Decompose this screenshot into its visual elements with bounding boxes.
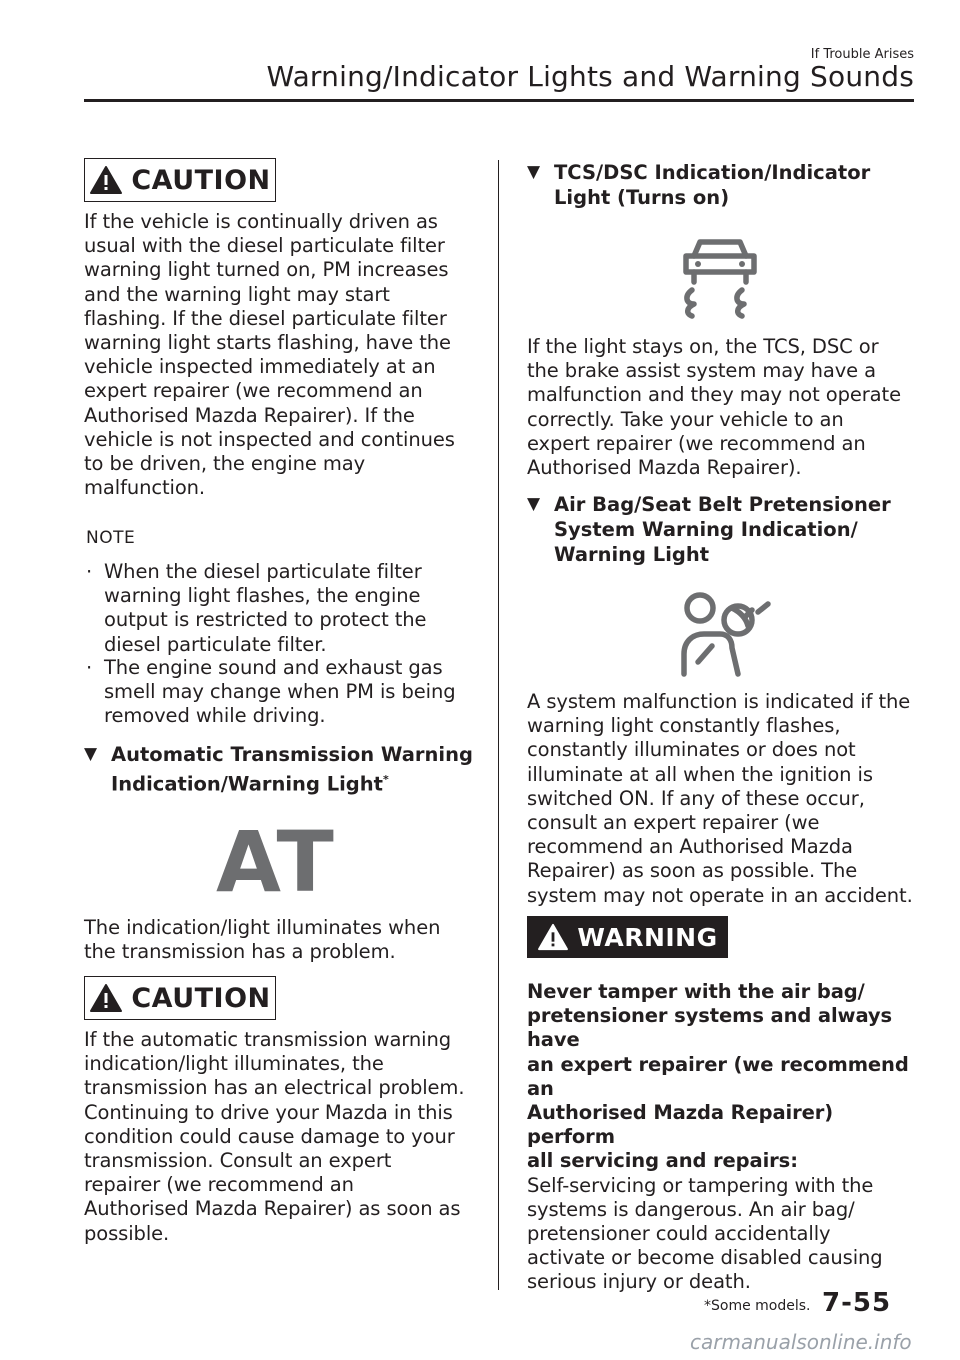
caution-box [84,976,276,1020]
text-line: illuminate at all when the ignition is [527,762,873,786]
heading-line: Automatic Transmission Warning [111,743,473,766]
text-line: transmission has an electrical problem. [84,1076,465,1100]
warning-triangle-icon [89,165,123,195]
text-line: condition could cause damage to your [84,1124,455,1148]
heading-line: Indication/Warning Light [111,772,383,796]
tcs-dsc-icon [678,234,764,320]
page-title: Warning/Indicator Lights and Warning Sounds [266,60,914,93]
text-line: Authorised Mazda Repairer) perform [527,1101,834,1149]
text-line: The engine sound and exhaust gas [104,656,443,679]
text-line: output is restricted to protect the [104,608,427,632]
text-line: Authorised Mazda Repairer). If the [84,403,415,427]
text-line: Self-servicing or tampering with the [527,1173,874,1197]
text-line: vehicle inspected immediately at an [84,355,436,379]
text-line: malfunction. [84,476,206,500]
bullet-dot: · [86,656,93,679]
text-line: When the diesel particulate filter [104,560,422,583]
text-line: usual with the diesel particulate filter [84,234,445,258]
text-line: Authorised Mazda Repairer) as soon as [84,1197,461,1221]
at-section-heading [84,742,494,797]
text-line: smell may change when PM is being [104,680,456,704]
text-line: If the light stays on, the TCS, DSC or [527,335,879,358]
heading-line: TCS/DSC Indication/Indicator [554,161,871,184]
text-line: recommend an Authorised Mazda [527,835,853,859]
text-line: Continuing to drive your Mazda in this [84,1100,453,1124]
text-line: malfunction and they may not operate [527,383,901,407]
at-description [84,916,484,964]
text-line: transmission. Consult an expert [84,1149,392,1173]
text-line: Never tamper with the air bag/ [527,980,865,1003]
text-line: Repairer) as soon as possible. The [527,859,858,883]
text-line: indication/light illuminates, the [84,1052,384,1076]
text-line: and the warning light may start [84,282,390,306]
text-line: to be driven, the engine may [84,452,366,476]
text-line: repairer (we recommend an [84,1173,354,1197]
header-rule [84,99,914,102]
bullet-dot: · [86,560,93,583]
section-label: If Trouble Arises [810,47,914,62]
text-line: warning light flashes, the engine [104,584,421,608]
text-line: all servicing and repairs: [527,1149,798,1173]
airbag-section-heading [527,492,917,567]
text-line: The indication/light illuminates when [84,916,441,939]
note-bullet [86,560,486,657]
text-line: flashing. If the diesel particulate filter [84,306,447,330]
caution-label: CAUTION [131,164,271,196]
airbag-seat-belt-icon [676,590,776,680]
caution-text [84,210,484,500]
heading-line: Air Bag/Seat Belt Pretensioner [554,493,891,516]
text-line: If the vehicle is continually driven as [84,210,438,233]
text-line: warning light turned on, PM increases [84,258,449,282]
text-line: expert repairer (we recommend an [84,379,423,403]
warning-text [527,980,927,1295]
at-warning-icon: AT [216,813,336,911]
warning-label: WARNING [577,922,718,952]
text-line: pretensioner systems and always have [527,1004,893,1052]
text-line: serious injury or death. [527,1270,751,1294]
text-line: consult an expert repairer (we [527,811,820,835]
text-line: the brake assist system may have a [527,359,876,383]
text-line: Authorised Mazda Repairer). [527,456,802,480]
footnote: *Some models. [704,1298,811,1314]
text-line: correctly. Take your vehicle to an [527,407,844,431]
text-line: If the automatic transmission warning [84,1028,451,1051]
asterisk: * [382,773,389,786]
airbag-description [527,690,927,908]
text-line: activate or become disabled causing [527,1246,883,1270]
column-divider [498,160,499,1290]
text-line: systems is dangerous. An air bag/ [527,1197,855,1221]
caution-text [84,1028,484,1246]
text-line: system may not operate in an accident. [527,883,913,907]
text-line: possible. [84,1221,170,1245]
text-line: the transmission has a problem. [84,940,396,964]
tcs-section-heading [527,160,917,210]
section-triangle-icon: ▼ [527,162,541,182]
text-line: warning light starts flashing, have the [84,331,451,355]
watermark: carmanualsonline.info [690,1330,912,1354]
caution-label: CAUTION [131,982,271,1014]
tcs-description [527,335,927,480]
page-number: 7-55 [822,1288,892,1318]
text-line: vehicle is not inspected and continues [84,427,455,451]
note-bullet [86,656,486,729]
text-line: constantly illuminates or does not [527,738,856,762]
heading-line: Warning Light [554,543,710,566]
caution-box [84,158,276,202]
section-triangle-icon: ▼ [527,494,541,514]
text-line: pretensioner could accidentally [527,1222,831,1246]
text-line: removed while driving. [104,704,326,728]
text-line: A system malfunction is indicated if the [527,690,911,713]
text-line: warning light constantly flashes, [527,714,841,738]
heading-line: System Warning Indication/ [554,518,858,541]
warning-box [527,916,728,958]
warning-triangle-icon [89,983,123,1013]
text-line: diesel particulate filter. [104,632,327,656]
section-triangle-icon: ▼ [84,744,98,764]
text-line: expert repairer (we recommend an [527,431,866,455]
text-line: an expert repairer (we recommend an [527,1052,909,1100]
note-label: NOTE [86,528,136,548]
warning-triangle-icon [537,923,569,951]
heading-line: Light (Turns on) [554,186,730,209]
text-line: switched ON. If any of these occur, [527,786,865,810]
